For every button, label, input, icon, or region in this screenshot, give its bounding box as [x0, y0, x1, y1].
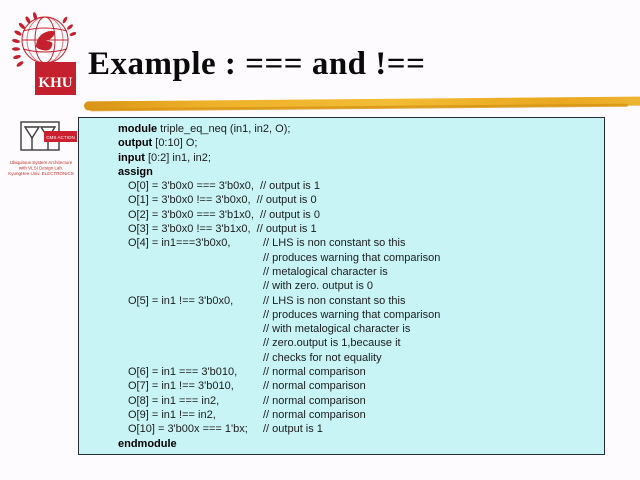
code-line: assign [118, 165, 153, 178]
title-underline-brush [84, 92, 640, 115]
code-line [118, 336, 604, 350]
khu-emblem-figure [36, 31, 55, 51]
code-comment: // normal comparison [263, 366, 366, 379]
khu-logo-label: KHU [38, 75, 73, 91]
code-line [118, 279, 604, 293]
code-line: input [0:2] in1, in2; [118, 151, 211, 164]
code-line: O[8] = in1 === in2, // normal comparison [128, 394, 366, 407]
code-line: O[1] = 3'b0x0 !== 3'b0x0, // output is 0 [128, 194, 317, 207]
code-line [118, 308, 604, 322]
lab-logo-text-line: Ubiquitous System Architecture [9, 160, 73, 165]
code-line [118, 251, 604, 265]
code-line: module triple_eq_neq (in1, in2, O); [118, 123, 291, 135]
code-line: O[5] = in1 !== 3'b0x0, // LHS is non constant so this [128, 294, 406, 307]
code-comment: // produces warning that comparison [263, 308, 441, 321]
code-line: O[3] = 3'b0x0 !== 3'b1x0, // output is 1 [128, 223, 317, 236]
code-line: O[4] = in1===3'b0x0, // LHS is non constant so this [128, 237, 406, 250]
lab-logo-text-line: with VLSI Design Lab. [18, 165, 64, 171]
code-box [78, 117, 605, 455]
code-comment: // zero.output is 1,because it [263, 337, 401, 350]
code-comment: // normal comparison [263, 380, 366, 393]
code-comment: // with metalogical character is [263, 323, 411, 336]
code-line: O[7] = in1 !== 3'b010, // normal comparison [128, 380, 366, 393]
code-comment: // LHS is non constant so this [263, 237, 406, 250]
lab-logo-text-line: KyungHee Univ. ELECTRONICS [8, 171, 74, 176]
code-line: endmodule [118, 437, 177, 450]
code-comment: // produces warning that comparison [263, 251, 441, 264]
lab-logo-text [6, 160, 76, 177]
code-comment: // LHS is non constant so this [263, 294, 406, 307]
code-line [118, 265, 604, 279]
code-line: O[0] = 3'b0x0 === 3'b0x0, // output is 1 [128, 180, 320, 193]
khu-university-logo-icon [8, 8, 76, 96]
code-lines [118, 122, 604, 451]
code-comment: // checks for not equality [263, 351, 382, 364]
code-line [118, 322, 604, 336]
code-comment: // normal comparison [263, 394, 366, 407]
code-line: O[10] = 3'b00x === 1'bx; // output is 1 [128, 423, 323, 436]
code-line: O[2] = 3'b0x0 === 3'b1x0, // output is 0 [128, 208, 320, 221]
lab-logo-icon [8, 118, 78, 162]
slide-title: Example : === and !== [88, 46, 426, 82]
code-line: O[6] = in1 === 3'b010, // normal comparison [128, 366, 366, 379]
code-comment: // metalogical character is [263, 265, 388, 278]
lab-badge-label: CMS ACTION [46, 135, 75, 140]
code-line: O[9] = in1 !== in2, // normal comparison [128, 408, 366, 421]
code-comment: // normal comparison [263, 408, 366, 421]
code-comment: // output is 1 [263, 423, 323, 436]
code-line [118, 351, 604, 365]
code-comment: // with zero. output is 0 [263, 280, 374, 293]
code-line: output [0:10] O; [118, 137, 198, 150]
